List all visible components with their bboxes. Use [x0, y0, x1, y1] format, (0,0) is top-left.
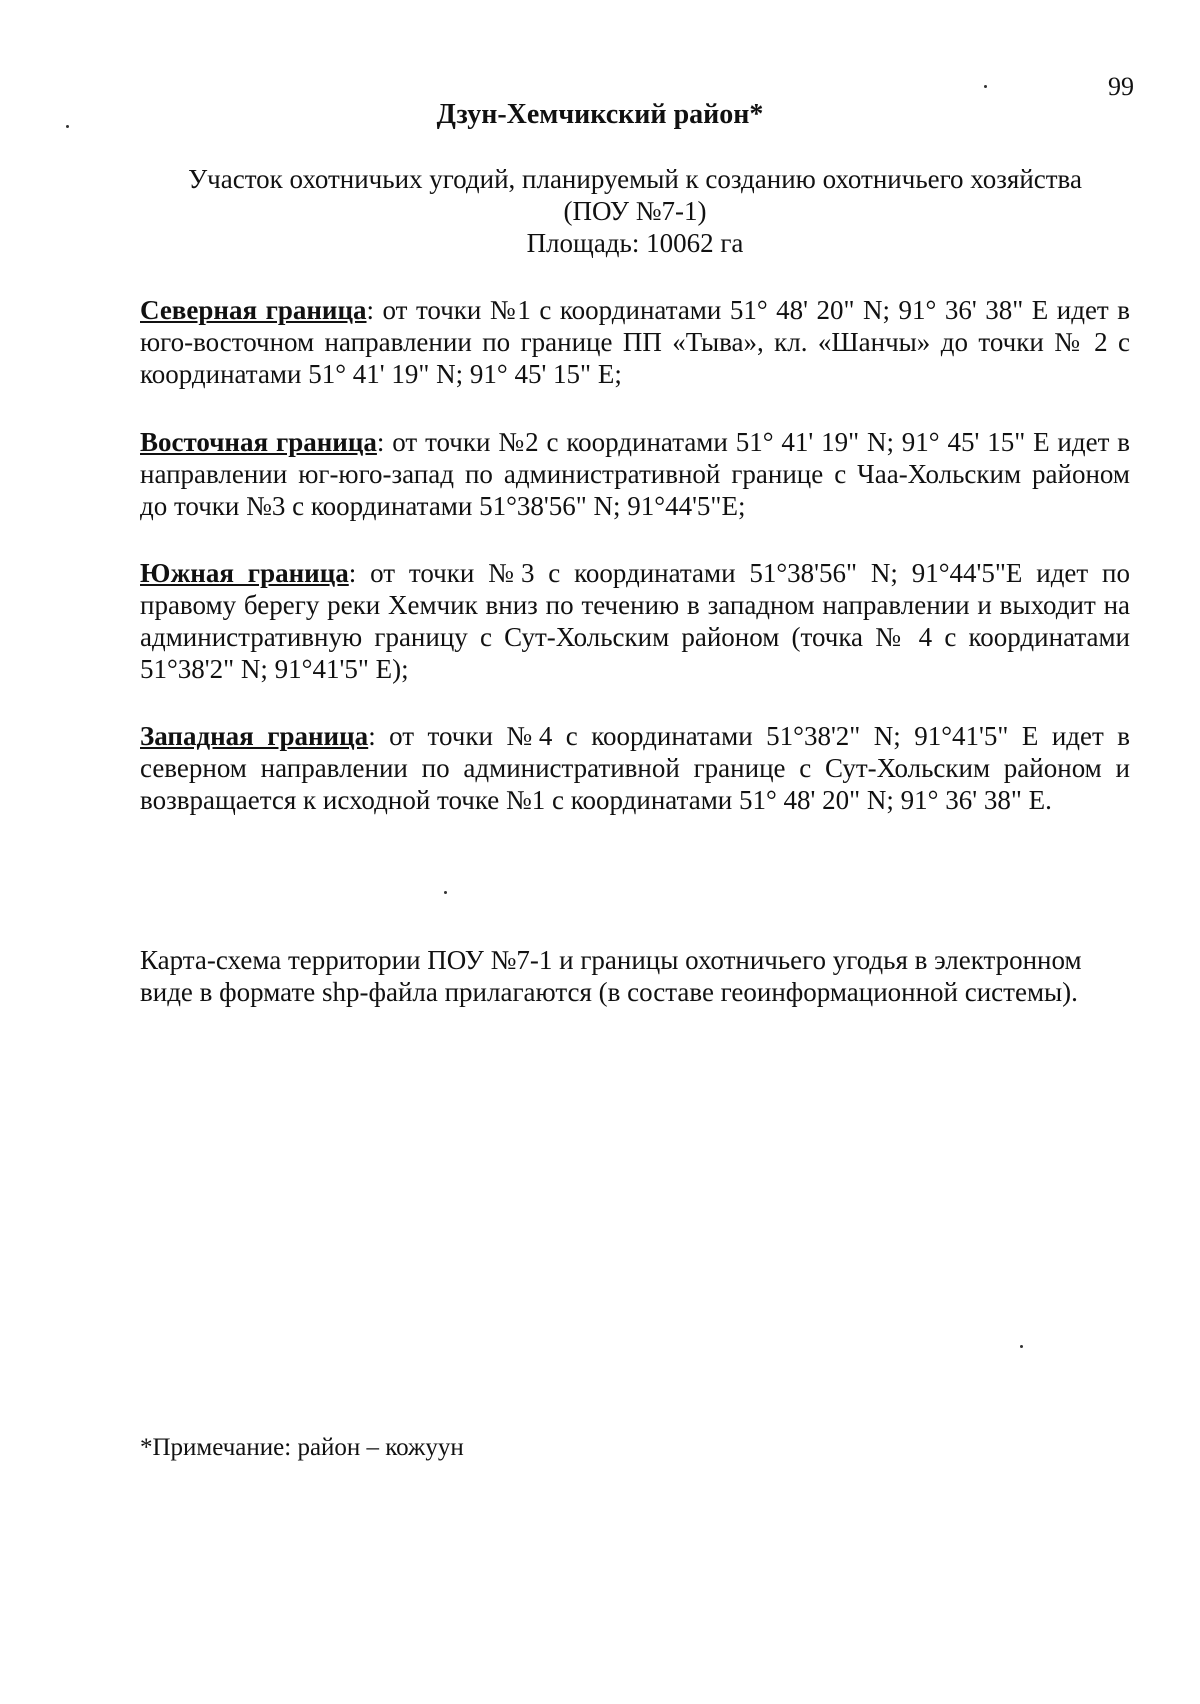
west-boundary-heading: Западная граница: [140, 721, 369, 751]
scan-speck: [984, 85, 987, 88]
north-boundary-text: : от точки №1 с координатами 51° 48' 20" N; 91° 36' 38" E идет в юго-восточном направлении по границе ПП «Тыва», кл. «Шанчы» до точки № 2 с координатами 51° 41' 19" N; 91° 45' 15" E;: [140, 295, 1130, 389]
east-boundary-text: : от точки №2 с координатами 51° 41' 19" N; 91° 45' 15" E идет в направлении юг-юго-запад по административной границе с Чаа-Хольским районом до точки №3 с координатами 51°38'56" N; 91°44'5"E;: [140, 427, 1130, 521]
east-boundary-heading: Восточная граница: [140, 427, 377, 457]
document-title: Дзун-Хемчикский район*: [436, 99, 764, 130]
scan-speck: [1020, 1345, 1023, 1348]
section-east-boundary: [140, 426, 1130, 522]
map-scheme-note: Карта-схема территории ПОУ №7-1 и границы охотничьего угодья в электронном виде в формате shp-файла прилагаются (в составе геоинформационной системы).: [140, 945, 1082, 1007]
scan-speck: [444, 891, 447, 894]
south-boundary-heading: Южная граница: [140, 558, 349, 588]
subtitle-line-3: Площадь: 10062 га: [526, 228, 744, 258]
subtitle-line-1: Участок охотничьих угодий, планируемый к созданию охотничьего хозяйства: [188, 164, 1082, 194]
section-north-boundary: [140, 294, 1130, 390]
scan-speck: [66, 125, 69, 128]
section-south-boundary: [140, 557, 1130, 685]
page-number: 99: [1108, 72, 1134, 101]
west-boundary-text: : от точки №4 с координатами 51°38'2" N; 91°41'5" E идет в северном направлении по административной границе с Сут-Хольским районом и возвращается к исходной точке №1 с координатами 51° 48' 20" N; 91° 36' 38" E.: [140, 721, 1130, 815]
south-boundary-text: : от точки №3 с координатами 51°38'56" N; 91°44'5"E идет по правому берегу реки Хемчик вниз по течению в западном направлении и выходит на административную границу с Сут-Хольским районом (точка № 4 с координатами 51°38'2" N; 91°41'5" E);: [140, 558, 1131, 684]
section-west-boundary: [140, 720, 1130, 816]
north-boundary-heading: Северная граница: [140, 295, 367, 325]
footnote: *Примечание: район – кожуун: [140, 1434, 464, 1461]
subtitle-line-2: (ПОУ №7-1): [563, 196, 707, 226]
subtitle-block: [140, 163, 1130, 259]
